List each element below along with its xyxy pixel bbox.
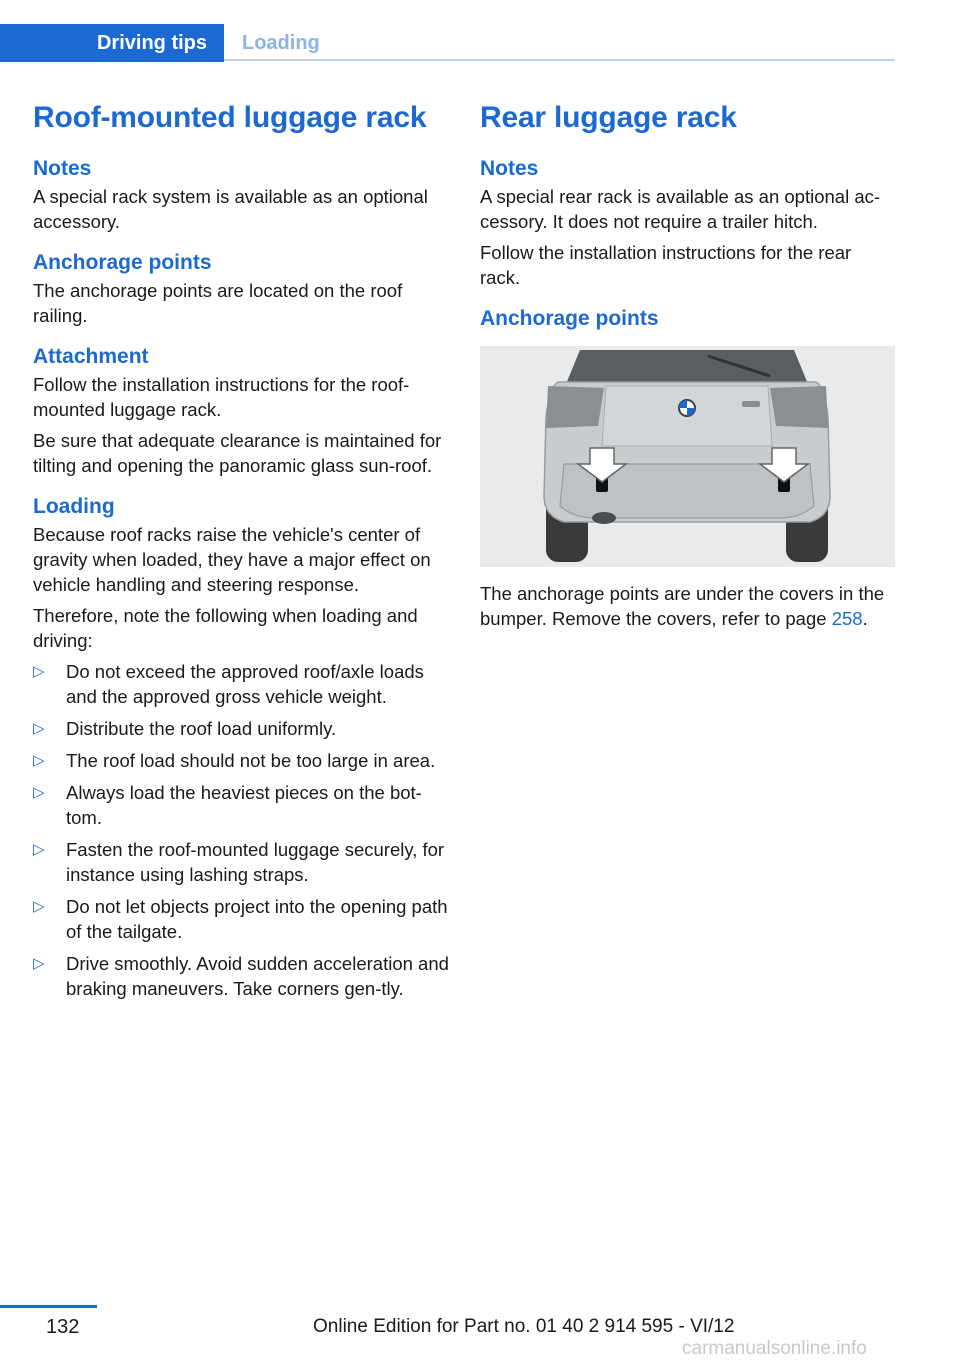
left-column: [33, 96, 449, 1015]
loading-text-2: Therefore, note the following when loading and driving:: [33, 605, 418, 651]
triangle-bullet-icon: ▷: [33, 898, 45, 915]
list-item: ▷ Distribute the roof load uniformly.: [33, 718, 337, 739]
list-item: ▷ Do not let objects project into the opening path of the tailgate.: [33, 896, 448, 942]
attachment-section: [33, 342, 449, 478]
loading-bullet-list: [33, 659, 449, 1001]
list-item: ▷ Do not exceed the approved roof/axle loads and the approved gross vehicle weight.: [33, 661, 424, 707]
edition-label: Online Edition for Part no. 01 40 2 914 595 - VI/12: [313, 1316, 735, 1337]
page-reference-link[interactable]: 258: [831, 608, 863, 629]
roof-anchorage-heading: Anchorage points: [33, 251, 212, 274]
triangle-bullet-icon: ▷: [33, 955, 45, 972]
list-item: ▷ Fasten the roof-mounted luggage securely, for instance using lashing straps.: [33, 839, 445, 885]
attachment-heading: Attachment: [33, 345, 149, 368]
triangle-bullet-icon: ▷: [33, 663, 45, 680]
list-item: ▷ The roof load should not be too large in area.: [33, 750, 436, 771]
roof-notes-text: A special rack system is available as an optional accessory.: [33, 186, 428, 232]
list-item: ▷ Drive smoothly. Avoid sudden acceleration and braking maneuvers. Take corners gen-tly.: [33, 953, 449, 999]
vehicle-rear-illustration: [480, 346, 895, 567]
rear-notes-heading: Notes: [480, 157, 539, 180]
header-divider: [224, 59, 895, 61]
loading-section: [33, 492, 449, 1001]
page-header: [0, 0, 960, 62]
triangle-bullet-icon: ▷: [33, 784, 45, 801]
rear-notes-section: [480, 154, 896, 290]
section-title-roof-rack: Roof-mounted luggage rack: [33, 101, 427, 134]
roof-anchorage-text: The anchorage points are located on the roof railing.: [33, 280, 403, 326]
loading-text-1: Because roof racks raise the vehicle's center of gravity when loaded, they have a major effect on vehicle handling and steering response.: [33, 524, 431, 595]
roof-anchorage-section: [33, 248, 449, 328]
loading-heading: Loading: [33, 495, 115, 518]
triangle-bullet-icon: ▷: [33, 752, 45, 769]
section-title-rear-rack: Rear luggage rack: [480, 101, 737, 134]
rear-notes-text-2: Follow the installation instructions for the rear rack.: [480, 242, 852, 288]
attachment-text-1: Follow the installation instructions for the roof-mounted luggage rack.: [33, 374, 410, 420]
rear-anchorage-heading: Anchorage points: [480, 307, 659, 330]
footer-divider: [0, 1305, 97, 1308]
roof-notes-section: [33, 154, 449, 234]
watermark: carmanualsonline.info: [682, 1338, 867, 1359]
attachment-text-2: Be sure that adequate clearance is maintained for tilting and opening the panoramic glass sun-roof.: [33, 430, 442, 476]
tab-loading[interactable]: Loading: [242, 31, 320, 54]
triangle-bullet-icon: ▷: [33, 841, 45, 858]
page-number: 132: [46, 1316, 80, 1338]
tab-driving-tips[interactable]: Driving tips: [0, 24, 224, 62]
list-item: ▷ Always load the heaviest pieces on the bot-tom.: [33, 782, 422, 828]
triangle-bullet-icon: ▷: [33, 720, 45, 737]
roof-notes-heading: Notes: [33, 157, 92, 180]
rear-anchorage-caption: The anchorage points are under the covers in the bumper. Remove the covers, refer to page 258.: [480, 583, 885, 629]
rear-notes-text-1: A special rear rack is available as an optional ac-cessory. It does not require a trailer hitch.: [480, 186, 881, 232]
right-column: [480, 96, 896, 637]
rear-anchorage-section: [480, 304, 896, 631]
